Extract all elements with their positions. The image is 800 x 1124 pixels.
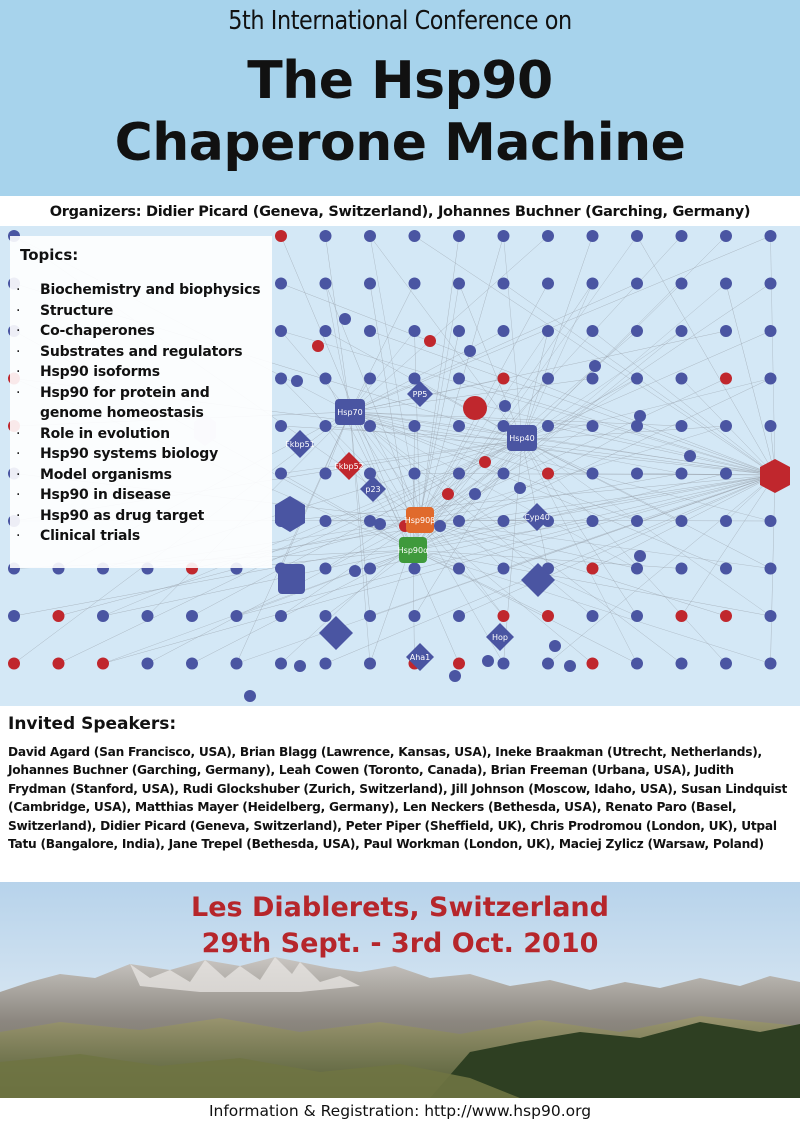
bullet: · (16, 282, 21, 298)
network-node (409, 230, 421, 242)
network-node (275, 230, 287, 242)
large-red-node (463, 396, 487, 420)
network-node (631, 325, 643, 337)
network-node (587, 563, 599, 575)
network-node (720, 563, 732, 575)
network-node (409, 325, 421, 337)
network-node (631, 515, 643, 527)
edge (522, 284, 593, 441)
network-node (765, 610, 777, 622)
network-node (275, 278, 287, 290)
network-node (587, 325, 599, 337)
network-node (765, 325, 777, 337)
network-node (676, 278, 688, 290)
network-node (469, 488, 481, 500)
edge (459, 440, 522, 521)
network-node (275, 373, 287, 385)
network-node (631, 278, 643, 290)
network-node (631, 563, 643, 575)
network-node (364, 325, 376, 337)
edge (350, 412, 637, 569)
network-node (374, 518, 386, 530)
topics-list (16, 280, 272, 547)
network-node (320, 325, 332, 337)
network-node (453, 420, 465, 432)
node-label: Hop (492, 633, 508, 642)
venue-location: Les Diablerets, Switzerland (191, 892, 609, 923)
topic-label: Hsp90 in disease (40, 487, 171, 503)
network-node (587, 468, 599, 480)
network-node (676, 373, 688, 385)
network-node (244, 690, 256, 702)
network-node (631, 658, 643, 670)
network-node (720, 658, 732, 670)
venue-dates: 29th Sept. - 3rd Oct. 2010 (201, 928, 599, 959)
topic-item (16, 465, 272, 486)
edge (522, 440, 548, 569)
topic-item (16, 506, 272, 527)
network-node (294, 660, 306, 672)
organizers-line: Organizers: Didier Picard (Geneva, Switzerland), Johannes Buchner (Garching, Germany) (0, 196, 800, 226)
network-node (676, 610, 688, 622)
network-node (231, 610, 243, 622)
network-node (542, 610, 554, 622)
network-node (631, 230, 643, 242)
network-node (409, 563, 421, 575)
network-node (676, 658, 688, 670)
network-node (364, 563, 376, 575)
network-node-hsp70 (335, 399, 365, 425)
bullet: · (16, 528, 21, 544)
node-label: PP5 (412, 390, 428, 399)
network-node (631, 468, 643, 480)
node-label: p23 (365, 485, 381, 494)
topic-label: Hsp90 systems biology (40, 446, 219, 462)
bullet: · (16, 302, 21, 319)
network-node-p23 (360, 476, 386, 502)
network-node (765, 563, 777, 575)
network-node (542, 468, 554, 480)
network-node (676, 325, 688, 337)
network-node (409, 610, 421, 622)
edge (682, 475, 776, 616)
network-node (765, 515, 777, 527)
network-node (53, 658, 65, 670)
network-node (498, 515, 510, 527)
network-node (453, 373, 465, 385)
edge (237, 475, 776, 616)
node-label: Fkbp52 (334, 462, 364, 471)
network-node (339, 313, 351, 325)
topic-label: Hsp90 as drug target (40, 507, 205, 524)
network-node (676, 468, 688, 480)
network-node (765, 658, 777, 670)
network-node (720, 420, 732, 432)
network-node (275, 325, 287, 337)
network-node-hsp40 (507, 425, 537, 451)
network-node (676, 420, 688, 432)
network-node (498, 278, 510, 290)
bullet: · (16, 384, 21, 401)
network-node (587, 610, 599, 622)
network-node (498, 563, 510, 575)
network-node (231, 658, 243, 670)
network-node (498, 610, 510, 622)
network-node (587, 278, 599, 290)
network-node (542, 373, 554, 385)
network-node (453, 325, 465, 337)
edge (420, 379, 726, 521)
network-node (8, 658, 20, 670)
network-node-fkbp51 (285, 430, 315, 458)
network-node (424, 335, 436, 347)
topic-label: Clinical trials (40, 528, 141, 544)
network-node (542, 230, 554, 242)
network-node (186, 610, 198, 622)
square-node (278, 564, 305, 594)
topic-item (16, 444, 272, 465)
network-node (587, 230, 599, 242)
network-node (275, 468, 287, 480)
network-node (720, 278, 732, 290)
network-node (542, 325, 554, 337)
network-node (482, 655, 494, 667)
topic-label: Model organisms (40, 466, 172, 483)
network-node (479, 456, 491, 468)
bullet: · (16, 425, 21, 442)
registration-info: Information & Registration: http://www.hsp90.org (0, 1098, 800, 1124)
speakers-list: David Agard (San Francisco, USA), Brian Blagg (Lawrence, Kansas, USA), Ineke Braakman (Utrecht, Netherlands), Johannes Buchner (Garching, Germany), Leah Cowen (Toronto, Canada), Brian Freeman (Urbana, USA), Judith Frydman (Stanford, USA), Rudi Glockshuber (Zurich, Switzerland), Jill Johnson (Moscow, Idaho, USA), Susan Lindquist (Cambridge, USA), Matthias Mayer (Heidelberg, Germany), Len Neckers (Bethesda, USA), Renato Paro (Basel, Switzerland), Didier Picard (Geneva, Switzerland), Peter Piper (Sheffield, UK), Chris Prodromou (London, UK), Utpal Tatu (Bangalore, India), Jane Trepel (Bethesda, USA), Paul Workman (London, UK), Maciej Zylicz (Warsaw, Poland) (8, 745, 788, 852)
topic-label: Biochemistry and biophysics (40, 282, 261, 298)
network-node-fkbp52 (334, 452, 364, 480)
network-node (464, 345, 476, 357)
network-node (676, 230, 688, 242)
network-node (291, 375, 303, 387)
edge (350, 284, 415, 413)
topic-item (16, 301, 272, 322)
network-node (587, 515, 599, 527)
network-node (409, 420, 421, 432)
network-node (320, 373, 332, 385)
network-node (434, 520, 446, 532)
edge (771, 236, 776, 475)
network-node (53, 610, 65, 622)
edge (522, 236, 593, 440)
speakers-heading: Invited Speakers: (8, 714, 177, 734)
topic-label: Role in evolution (40, 425, 170, 442)
network-node (453, 468, 465, 480)
network-node (542, 658, 554, 670)
bullet: · (16, 323, 21, 339)
network-node (631, 610, 643, 622)
network-node (449, 670, 461, 682)
node-label: Hsp90β (404, 516, 436, 525)
network-node (542, 420, 554, 432)
title-line-2: Chaperone Machine (114, 113, 686, 173)
network-node (364, 610, 376, 622)
edge (350, 236, 771, 412)
topic-item (16, 280, 272, 301)
network-node (275, 610, 287, 622)
network-node (275, 658, 287, 670)
network-node (364, 373, 376, 385)
topic-item (16, 321, 272, 342)
network-node (453, 658, 465, 670)
conference-edition: 5th International Conference on (228, 6, 572, 36)
network-node (765, 373, 777, 385)
network-node (498, 230, 510, 242)
venue-section (0, 882, 800, 1098)
network-node (453, 610, 465, 622)
network-node (409, 468, 421, 480)
network-node (499, 400, 511, 412)
topics-box (10, 236, 272, 568)
topic-item (16, 526, 272, 547)
network-node (587, 373, 599, 385)
network-node (320, 610, 332, 622)
topic-item (16, 424, 272, 445)
network-node (275, 420, 287, 432)
edge (350, 412, 593, 616)
network-node (453, 563, 465, 575)
network-node (589, 360, 601, 372)
network-node-hsp90a (398, 537, 429, 563)
network-node (453, 230, 465, 242)
header-banner (0, 0, 800, 196)
network-node (320, 420, 332, 432)
title-line-1: The Hsp90 (247, 51, 553, 111)
network-node (542, 278, 554, 290)
network-node-hsp90b (405, 507, 436, 533)
edge (522, 440, 771, 616)
network-node (409, 278, 421, 290)
topic-label: Structure (40, 302, 114, 319)
network-node (142, 610, 154, 622)
topic-label: Hsp90 isoforms (40, 364, 160, 380)
node-label: Aha1 (409, 653, 431, 662)
node-label: Hsp90α (397, 546, 429, 555)
edge (548, 475, 775, 664)
network-node (8, 610, 20, 622)
network-node (186, 658, 198, 670)
network-node (320, 230, 332, 242)
bullet: · (16, 487, 21, 503)
network-node (720, 325, 732, 337)
network-node (364, 658, 376, 670)
network-node (587, 658, 599, 670)
network-node (453, 515, 465, 527)
topic-item (16, 342, 272, 363)
network-node (765, 278, 777, 290)
bullet: · (16, 343, 21, 360)
network-node (320, 658, 332, 670)
network-node (97, 610, 109, 622)
network-node-hop (486, 623, 514, 651)
network-node (364, 278, 376, 290)
network-node (349, 565, 361, 577)
network-node (720, 468, 732, 480)
network-node (514, 482, 526, 494)
network-node (312, 340, 324, 352)
network-node (634, 550, 646, 562)
network-node (498, 325, 510, 337)
network-node (765, 420, 777, 432)
network-node (587, 420, 599, 432)
topic-item (16, 362, 272, 383)
conference-title (0, 50, 800, 174)
network-node (676, 563, 688, 575)
node-label: Hsp70 (337, 408, 363, 417)
network-node (720, 373, 732, 385)
bullet: · (16, 466, 21, 483)
network-node (676, 515, 688, 527)
network-node (320, 468, 332, 480)
speakers-section (0, 706, 800, 882)
network-node (320, 515, 332, 527)
network-node (720, 515, 732, 527)
bullet: · (16, 446, 21, 462)
node-label: Hsp40 (509, 434, 535, 443)
node-label: Fkbp51 (285, 440, 315, 449)
network-node (320, 563, 332, 575)
network-node (564, 660, 576, 672)
network-node (549, 640, 561, 652)
network-node (631, 373, 643, 385)
topic-item (16, 485, 272, 506)
network-node (684, 450, 696, 462)
edge (350, 236, 548, 412)
network-node (498, 373, 510, 385)
network-node (720, 610, 732, 622)
network-node (498, 658, 510, 670)
bullet: · (16, 507, 21, 524)
topic-label: Hsp90 for protein and genome homeostasis (40, 384, 210, 421)
network-node (97, 658, 109, 670)
bullet: · (16, 364, 21, 380)
network-node (498, 468, 510, 480)
network-node (765, 230, 777, 242)
topic-label: Substrates and regulators (40, 343, 243, 360)
network-node (634, 410, 646, 422)
network-node (720, 230, 732, 242)
network-node (442, 488, 454, 500)
topics-heading: Topics: (20, 246, 79, 264)
node-label: Cyp40 (524, 513, 550, 522)
network-node (364, 230, 376, 242)
topic-label: Co-chaperones (40, 323, 155, 339)
topic-item (16, 383, 272, 424)
network-node (142, 658, 154, 670)
network-node (364, 420, 376, 432)
edge (413, 550, 637, 664)
network-node (453, 278, 465, 290)
network-node (320, 278, 332, 290)
edge (522, 379, 637, 441)
